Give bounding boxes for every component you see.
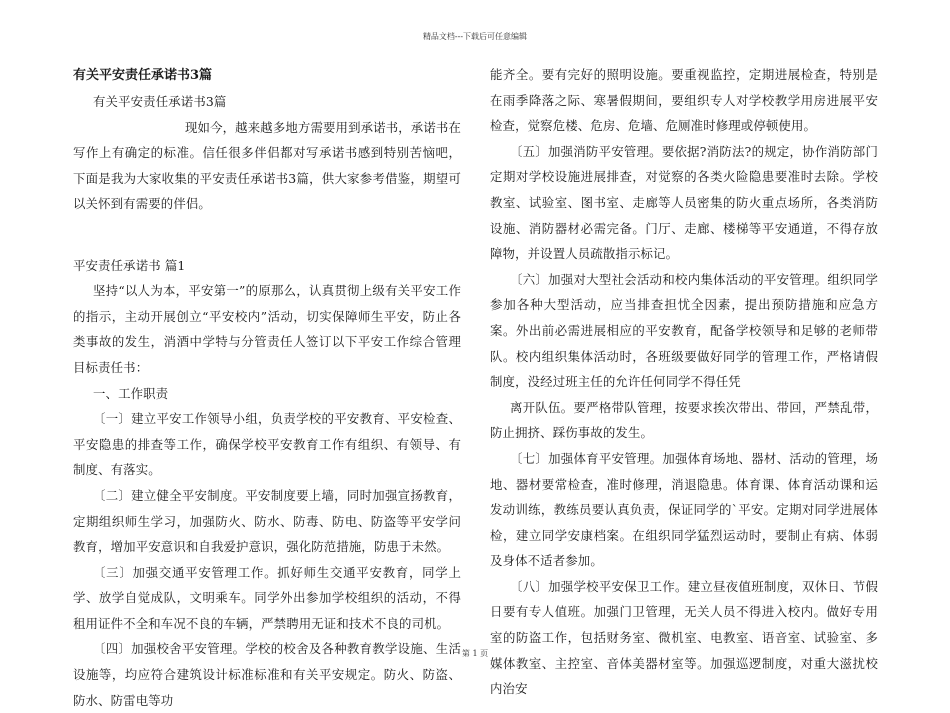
- spacer: [73, 217, 461, 243]
- body-paragraph: 〔二〕建立健全平安制度。平安制度要上墙，同时加强宣扬教育，定期组织师生学习，加强防火、防水、防毒、防电、防盗等平安学问教育，增加平安意识和自我爱护意识，强化防范措施，防患于未然。: [73, 487, 461, 555]
- section-heading: 一、工作职责: [93, 385, 169, 401]
- body-paragraph: 离开队伍。要严格带队管理，按要求挨次带出、带回，严禁乱带，防止拥挤、踩伤事故的发生。: [490, 399, 878, 441]
- page-number: 第 1 页: [461, 649, 489, 658]
- body-paragraph: 〔六〕加强对大型社会活动和校内集体活动的平安管理。组织同学参加各种大型活动，应当排查担忧全因素，提出预防措施和应急方案。外出前必需进展相应的平安教育，配备学校领导和足够的老师带队。校内组织集体活动时，各班级要做好同学的管理工作，严格请假制度，没经过班主任的允许任何同学不得任凭: [490, 271, 878, 390]
- body-paragraph: 能齐全。要有完好的照明设施。要重视监控，定期进展检查，特别是在雨季降落之际、寒暑假期间，要组织专人对学校教学用房进展平安检查，觉察危楼、危房、危墙、危厕准时修理或停顿使用。: [490, 67, 878, 134]
- right-column: [490, 62, 878, 702]
- section-title: 平安责任承诺书 篇1: [73, 257, 186, 273]
- left-column: [73, 62, 461, 713]
- document-subtitle: 有关平安责任承诺书3篇: [93, 94, 227, 109]
- body-paragraph: 〔一〕建立平安工作领导小组，负责学校的平安教育、平安检查、平安隐患的排查等工作，确保学校平安教育工作有组织、有领导、有制度、有落实。: [73, 411, 461, 478]
- body-paragraph: 〔五〕加强消防平安管理。要依据?消防法?的规定，协作消防部门定期对学校设施进展排查，对觉察的各类火险隐患要准时去除。学校教室、试验室、图书室、走廊等人员密集的防火重点场所，各类消防设施、消防器材必需完备。门厅、走廊、楼梯等平安通道，不得存放障物，并设置人员疏散指示标记。: [490, 143, 878, 262]
- body-paragraph: 坚持“以人为本，平安第一”的原那么，认真贯彻上级有关平安工作的指示，主动开展创立“平安校内”活动，切实保障师生平安，防止各类事故的发生，消酒中学特与分管责任人签订以下平安工作综合管理目标责任书：: [73, 283, 461, 375]
- document-title: 有关平安责任承诺书3篇: [73, 68, 213, 83]
- intro-paragraph: 现如今，越来越多地方需要用到承诺书，承诺书在写作上有确定的标准。信任很多伴侣都对写承诺书感到特别苦恼吧，下面是我为大家收集的平安责任承诺书3篇，供大家参考借鉴，期望可以关怀到有需要的伴侣。: [73, 119, 461, 212]
- body-paragraph: 〔八〕加强学校平安保卫工作。建立昼夜值班制度，双休日、节假日要有专人值班。加强门卫管理，无关人员不得进入校内。做好专用室的防盗工作，包括财务室、微机室、电教室、语音室、试验室、多媒体教室、主控室、音体美器材室等。加强巡逻制度，对重大滋扰校内治安: [490, 578, 878, 697]
- page-header: 精品文档---下载后可任意编辑: [422, 32, 528, 41]
- body-paragraph: 〔四〕加强校舍平安管理。学校的校舍及各种教育教学设施、生活设施等，均应符合建筑设计标准标准和有关平安规定。防火、防盗、防水、防雷电等功: [73, 641, 461, 708]
- body-paragraph: 〔七〕加强体育平安管理。加强体育场地、器材、活动的管理，场地、器材要常检查，准时修理，消退隐患。体育课、体育活动课和运发动训练，教练员要认真负责，保证同学的`平安。定期对同学进展体检，建立同学安康档案。在组织同学猛烈运动时，要制止有病、体弱及身体不适者参加。: [490, 450, 878, 569]
- body-paragraph: 〔三〕加强交通平安管理工作。抓好师生交通平安教育，同学上学、放学自觉成队，文明乘车。同学外出参加学校组织的活动，不得租用证件不全和车况不良的车辆，严禁聘用无证和技术不良的司机。: [73, 564, 461, 631]
